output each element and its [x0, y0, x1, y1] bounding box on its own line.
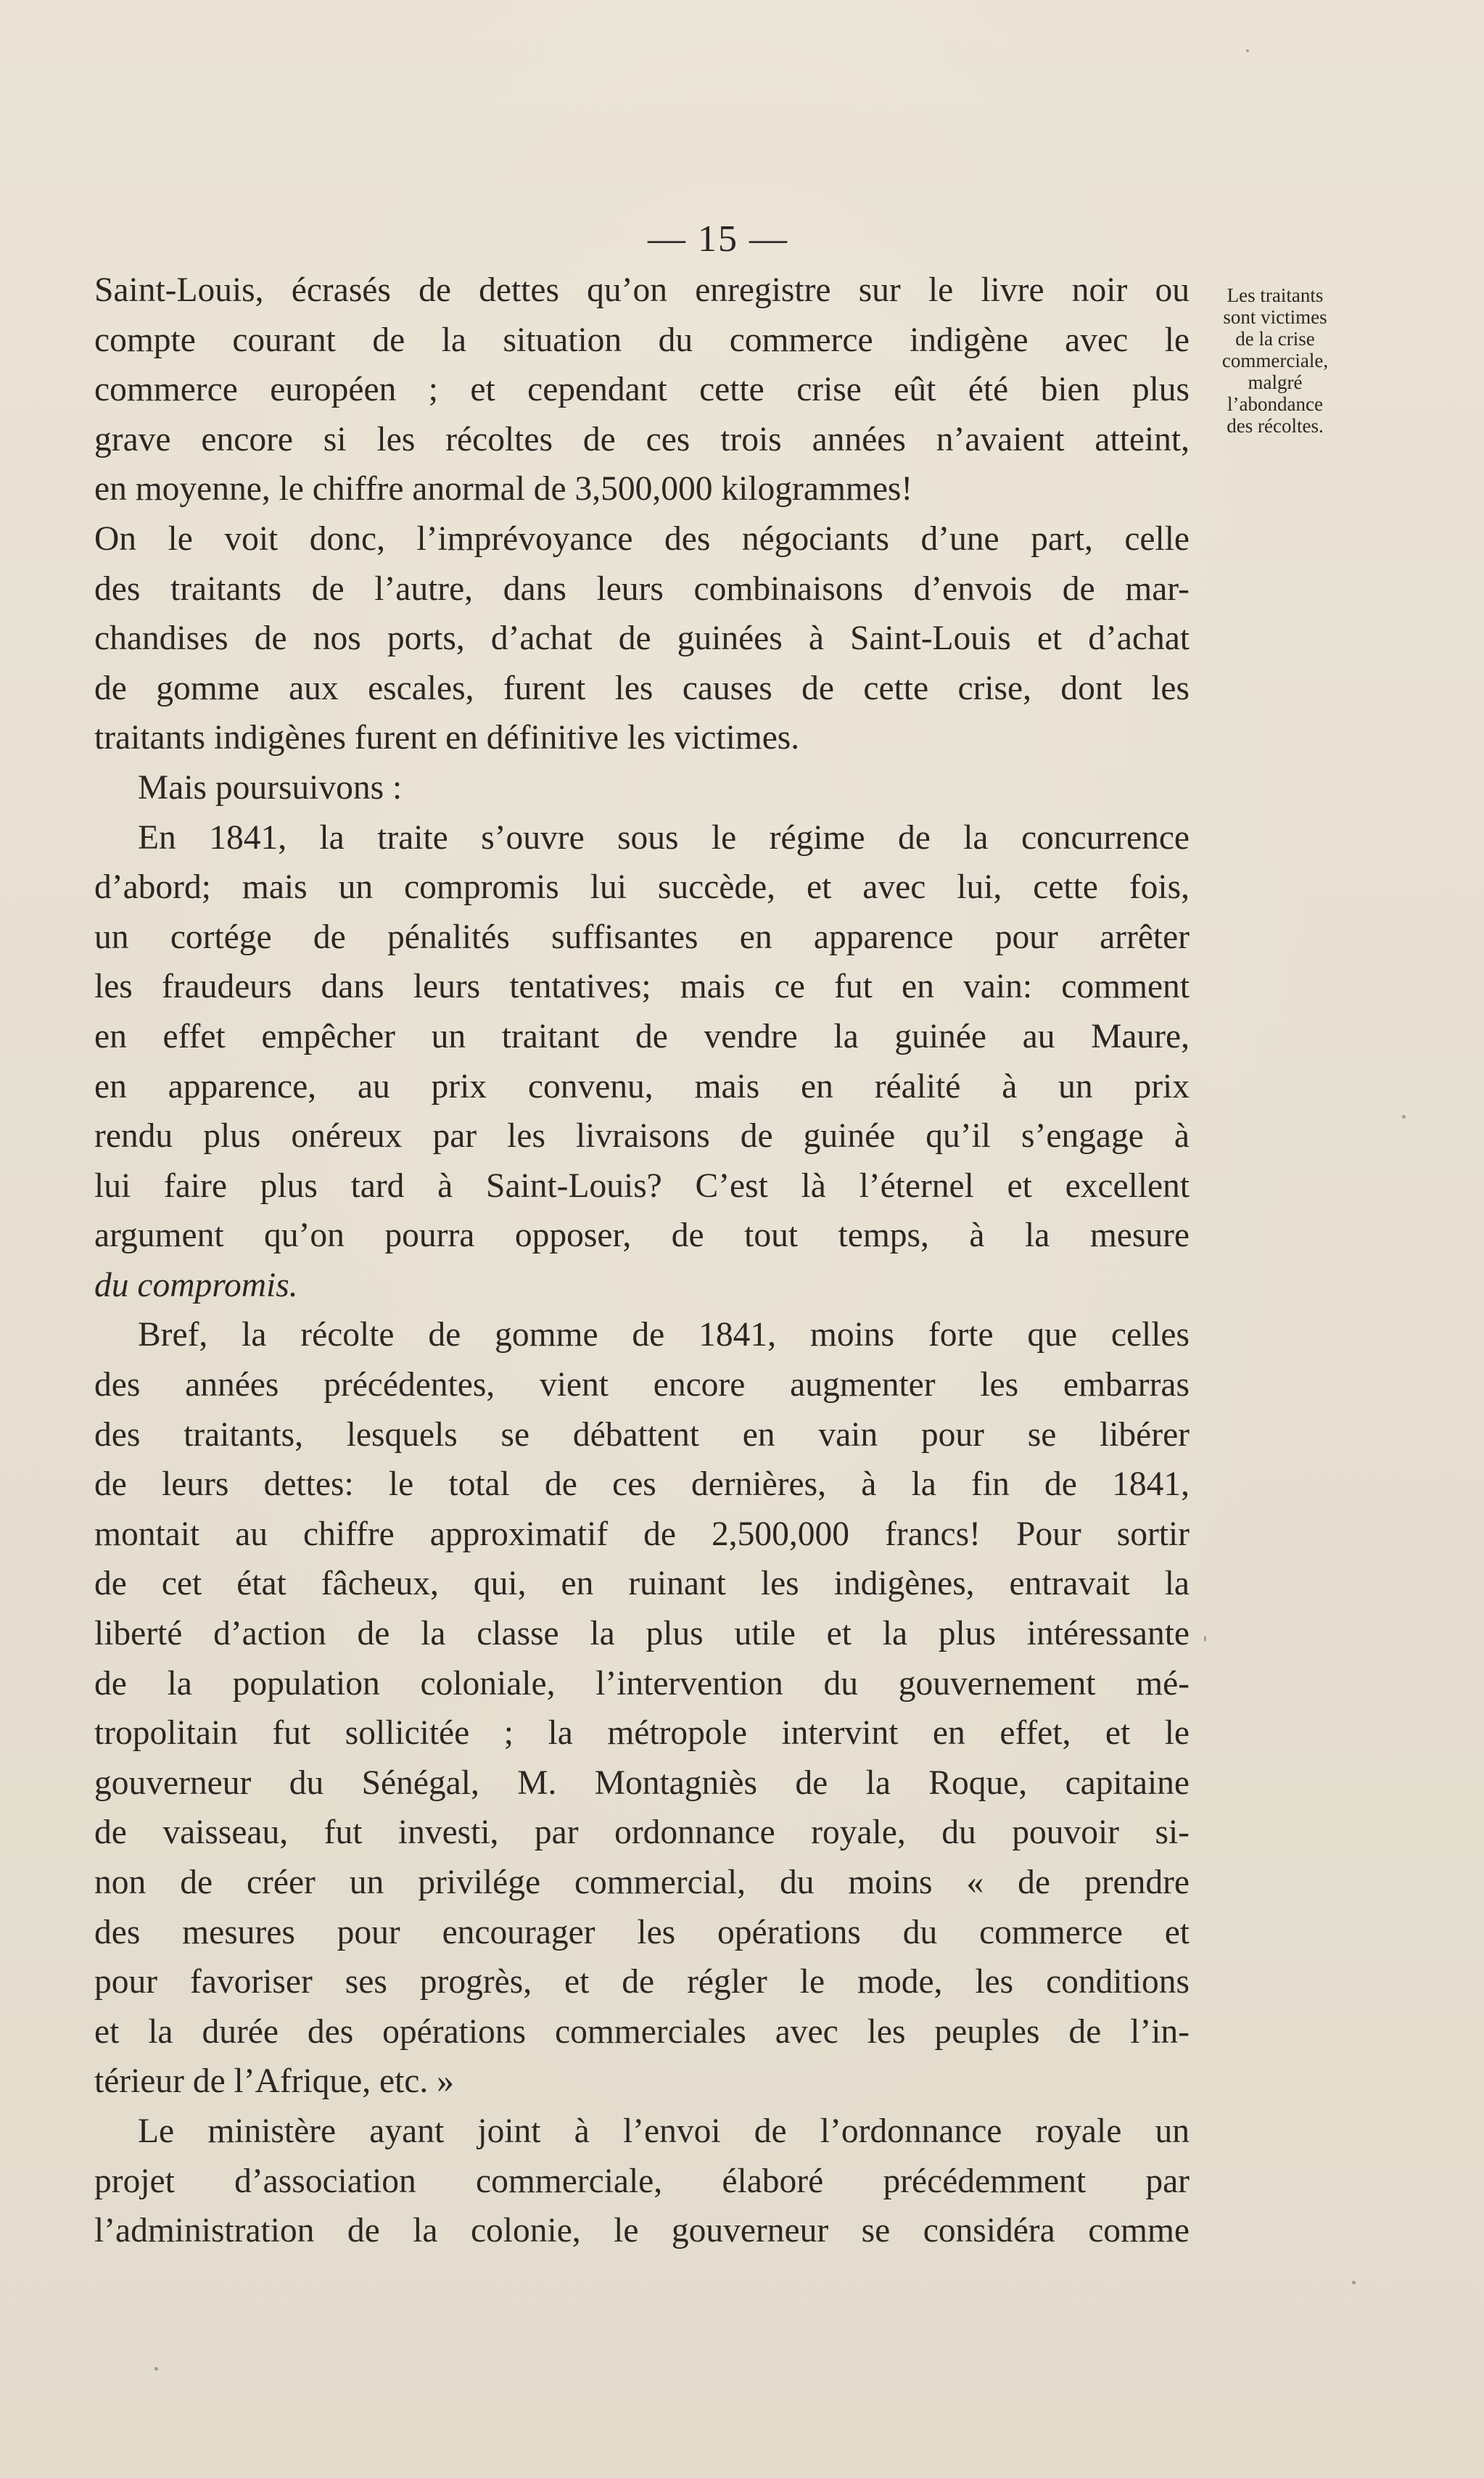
- paper-speck: [154, 2367, 158, 2371]
- body-text: [94, 266, 1190, 2256]
- text-line: les fraudeurs dans leurs tentatives; mais ce fut en vain: comment: [94, 968, 1190, 1006]
- text-line: de gomme aux escales, furent les causes de cette crise, dont les: [94, 669, 1190, 707]
- text-line: lui faire plus tard à Saint-Louis? C’est là l’éternel et excellent: [94, 1166, 1190, 1205]
- margin-note-line: Les traitants: [1227, 284, 1324, 306]
- text-line: liberté d’action de la classe la plus utile et la plus intéressante: [94, 1615, 1190, 1653]
- paper-speck: [1204, 1636, 1206, 1642]
- text-line: Bref, la récolte de gomme de 1841, moins forte que celles: [138, 1316, 1190, 1354]
- text-line: En 1841, la traite s’ouvre sous le régime de la concurrence: [138, 818, 1190, 857]
- text-line: projet d’association commerciale, élaboré précédemment par: [94, 2162, 1190, 2200]
- text-line: et la durée des opérations commerciales avec les peuples de l’in-: [94, 2012, 1190, 2051]
- text-line: des années précédentes, vient encore augmenter les embarras: [94, 1366, 1190, 1404]
- text-line: de vaisseau, fut investi, par ordonnance royale, du pouvoir si-: [94, 1814, 1190, 1852]
- paper-speck: [1352, 2281, 1356, 2284]
- margin-note-line: l’abondance: [1227, 393, 1323, 415]
- text-line: rendu plus onéreux par les livraisons de guinée qu’il s’engage à: [94, 1117, 1190, 1156]
- text-line: commerce européen ; et cependant cette crise eût été bien plus: [94, 371, 1190, 409]
- text-line: Le ministère ayant joint à l’envoi de l’ordonnance royale un: [138, 2112, 1190, 2150]
- text-line: térieur de l’Afrique, etc. »: [94, 2062, 454, 2101]
- text-line: On le voit donc, l’imprévoyance des négociants d’une part, celle: [94, 519, 1190, 558]
- text-line: de la population coloniale, l’intervention du gouvernement mé-: [94, 1664, 1190, 1703]
- text-line: chandises de nos ports, d’achat de guinées à Saint-Louis et d’achat: [94, 620, 1190, 658]
- paper-speck: [1402, 1115, 1406, 1119]
- text-line: grave encore si les récoltes de ces trois années n’avaient atteint,: [94, 420, 1190, 458]
- text-line: de cet état fâcheux, qui, en ruinant les indigènes, entravait la: [94, 1565, 1190, 1603]
- margin-note-line: des récoltes.: [1227, 415, 1324, 437]
- text-line: non de créer un privilége commercial, du moins « de prendre: [94, 1864, 1190, 1901]
- text-line: des traitants de l’autre, dans leurs combinaisons d’envois de mar-: [94, 569, 1190, 608]
- text-line: Saint-Louis, écrasés de dettes qu’on enregistre sur le livre noir ou: [94, 271, 1190, 309]
- text-line: en apparence, au prix convenu, mais en réalité à un prix: [94, 1067, 1190, 1106]
- margin-note-line: de la crise: [1235, 328, 1315, 350]
- text-line: Mais poursuivons :: [138, 768, 403, 807]
- margin-note-line: malgré: [1248, 371, 1303, 393]
- margin-note: [1197, 284, 1353, 437]
- text-line: de leurs dettes: le total de ces dernières, à la fin de 1841,: [94, 1465, 1190, 1504]
- text-line: traitants indigènes furent en définitive les victimes.: [94, 719, 800, 757]
- text-line: un cortége de pénalités suffisantes en apparence pour arrêter: [94, 918, 1190, 956]
- text-line: des mesures pour encourager les opérations du commerce et: [94, 1913, 1190, 1951]
- text-line: pour favoriser ses progrès, et de régler le mode, les conditions: [94, 1963, 1190, 2001]
- margin-note-line: commerciale,: [1221, 350, 1329, 371]
- text-line: l’administration de la colonie, le gouverneur se considéra comme: [94, 2212, 1190, 2250]
- margin-note-line: sont victimes: [1223, 306, 1327, 328]
- page-number: — 15 —: [648, 218, 788, 260]
- text-line: des traitants, lesquels se débattent en vain pour se libérer: [94, 1415, 1190, 1454]
- text-line: en moyenne, le chiffre anormal de 3,500,000 kilogrammes!: [94, 470, 913, 509]
- text-line: d’abord; mais un compromis lui succède, et avec lui, cette fois,: [94, 868, 1190, 907]
- text-line: montait au chiffre approximatif de 2,500,000 francs! Pour sortir: [94, 1515, 1190, 1553]
- text-line: argument qu’on pourra opposer, de tout temps, à la mesure: [94, 1217, 1190, 1255]
- text-line: du compromis.: [94, 1266, 298, 1304]
- text-line: gouverneur du Sénégal, M. Montagniès de la Roque, capitaine: [94, 1763, 1190, 1802]
- text-line: tropolitain fut sollicitée ; la métropole intervint en effet, et le: [94, 1714, 1190, 1753]
- paper-speck: [1246, 49, 1249, 52]
- text-line: en effet empêcher un traitant de vendre la guinée au Maure,: [94, 1017, 1190, 1055]
- text-line: compte courant de la situation du commerce indigène avec le: [94, 321, 1190, 359]
